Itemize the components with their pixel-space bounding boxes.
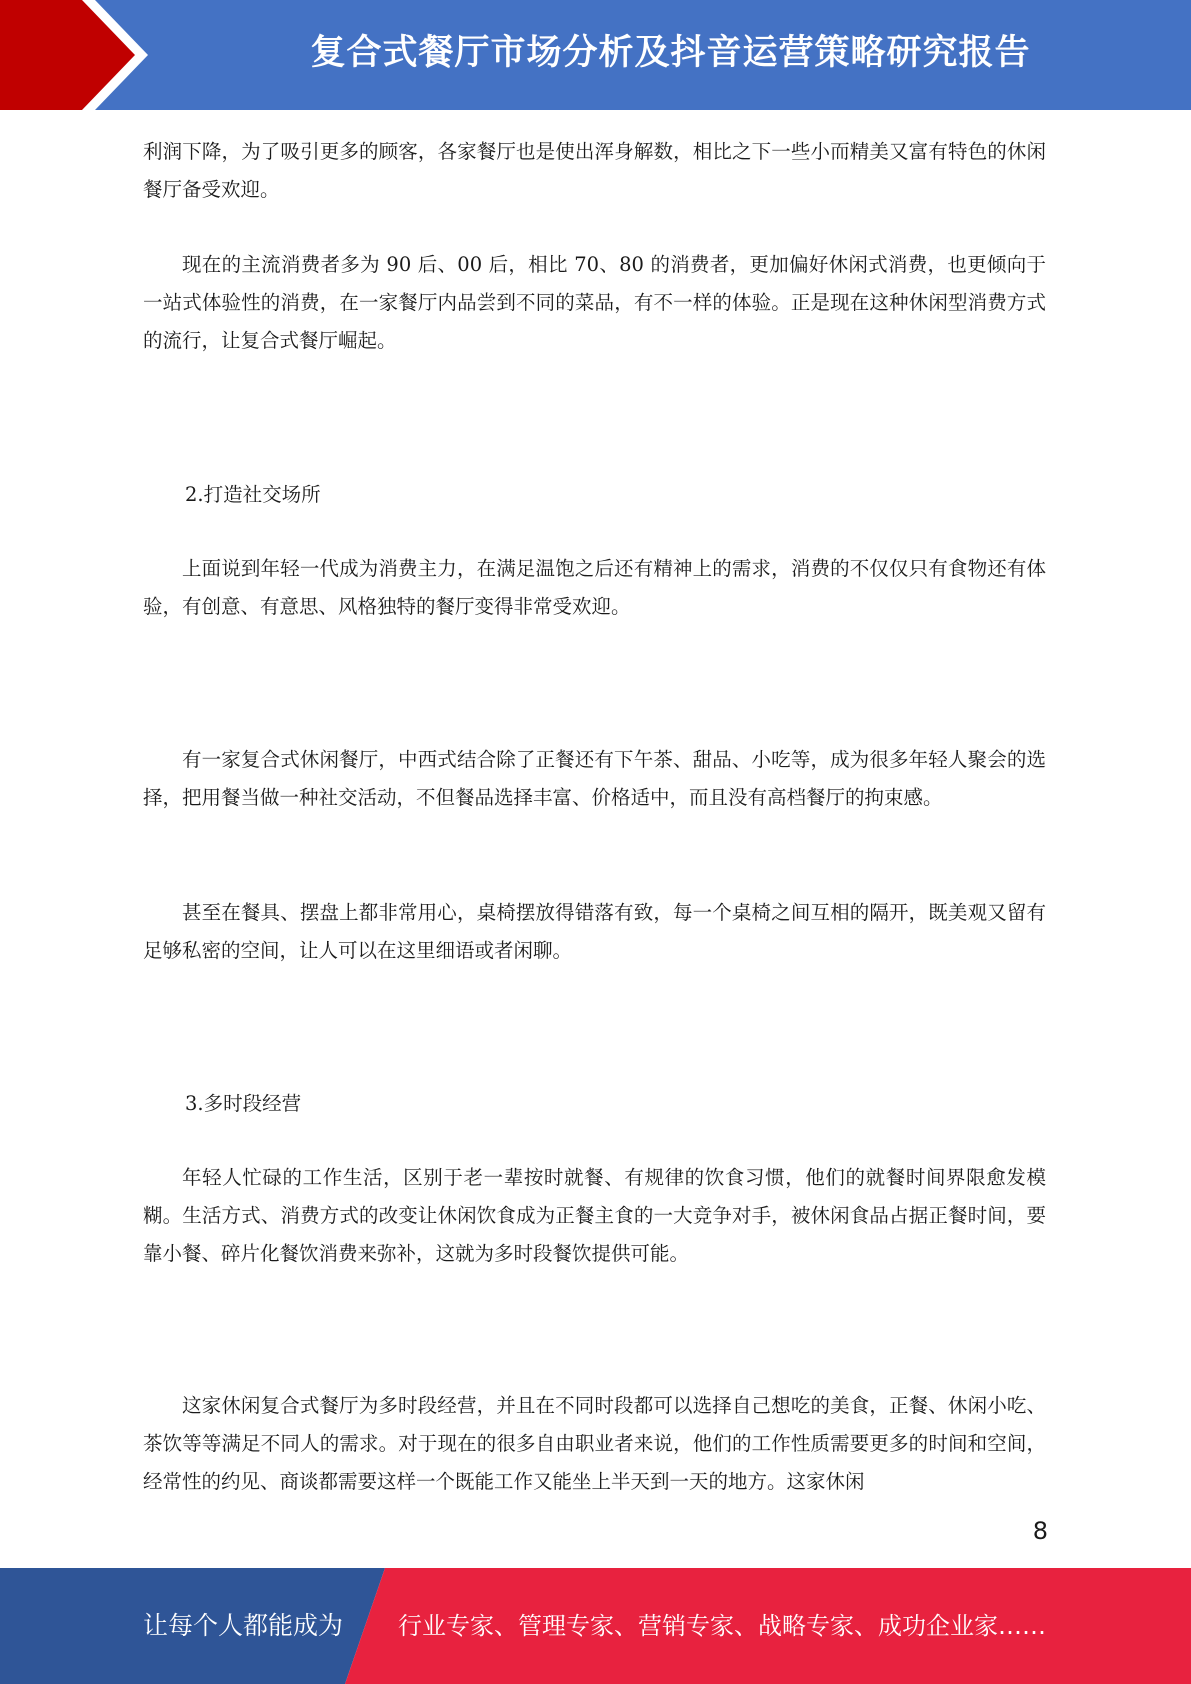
section-heading-2: 2.打造社交场所 xyxy=(185,483,321,506)
paragraph-5: 甚至在餐具、摆盘上都非常用心，桌椅摆放得错落有致，每一个桌椅之间互相的隔开，既美观又留有足够私密的空间，让人可以在这里细语或者闲聊。 xyxy=(143,901,1046,962)
paragraph-4: 有一家复合式休闲餐厅，中西式结合除了正餐还有下午茶、甜品、小吃等，成为很多年轻人聚会的选择，把用餐当做一种社交活动，不但餐品选择丰富、价格适中，而且没有高档餐厅的拘束感。 xyxy=(143,748,1046,809)
paragraph-2: 现在的主流消费者多为 90 后、00 后，相比 70、80 的消费者，更加偏好休闲式消费，也更倾向于一站式体验性的消费，在一家餐厅内品尝到不同的菜品，有不一样的体验。正是现在这种休闲型消费方式的流行，让复合式餐厅崛起。 xyxy=(143,253,1046,352)
paragraph-6: 年轻人忙碌的工作生活，区别于老一辈按时就餐、有规律的饮食习惯，他们的就餐时间界限愈发模糊。生活方式、消费方式的改变让休闲饮食成为正餐主食的一大竞争对手，被休闲食品占据正餐时间，要靠小餐、碎片化餐饮消费来弥补，这就为多时段餐饮提供可能。 xyxy=(143,1166,1046,1265)
paragraph-3: 上面说到年轻一代成为消费主力，在满足温饱之后还有精神上的需求，消费的不仅仅只有食物还有体验，有创意、有意思、风格独特的餐厅变得非常受欢迎。 xyxy=(143,557,1046,618)
page-header xyxy=(0,0,1191,110)
section-heading-3: 3.多时段经营 xyxy=(185,1092,302,1115)
header-arrow-graphic xyxy=(0,0,160,110)
page-footer xyxy=(0,1568,1191,1684)
page-title: 复合式餐厅市场分析及抖音运营策略研究报告 xyxy=(310,33,1031,73)
paragraph-7: 这家休闲复合式餐厅为多时段经营，并且在不同时段都可以选择自己想吃的美食，正餐、休闲小吃、茶饮等等满足不同人的需求。对于现在的很多自由职业者来说，他们的工作性质需要更多的时间和空间，经常性的约见、商谈都需要这样一个既能工作又能坐上半天到一天的地方。这家休闲 xyxy=(143,1394,1046,1493)
header-arrow-red xyxy=(0,0,135,110)
page-number: 8 xyxy=(1032,1517,1048,1545)
footer-slogan-left: 让每个人都能成为 xyxy=(143,1611,344,1640)
paragraph-1: 利润下降，为了吸引更多的顾客，各家餐厅也是使出浑身解数，相比之下一些小而精美又富有特色的休闲餐厅备受欢迎。 xyxy=(143,140,1046,201)
footer-slogan-right: 行业专家、管理专家、营销专家、战略专家、成功企业家…… xyxy=(398,1612,1046,1640)
